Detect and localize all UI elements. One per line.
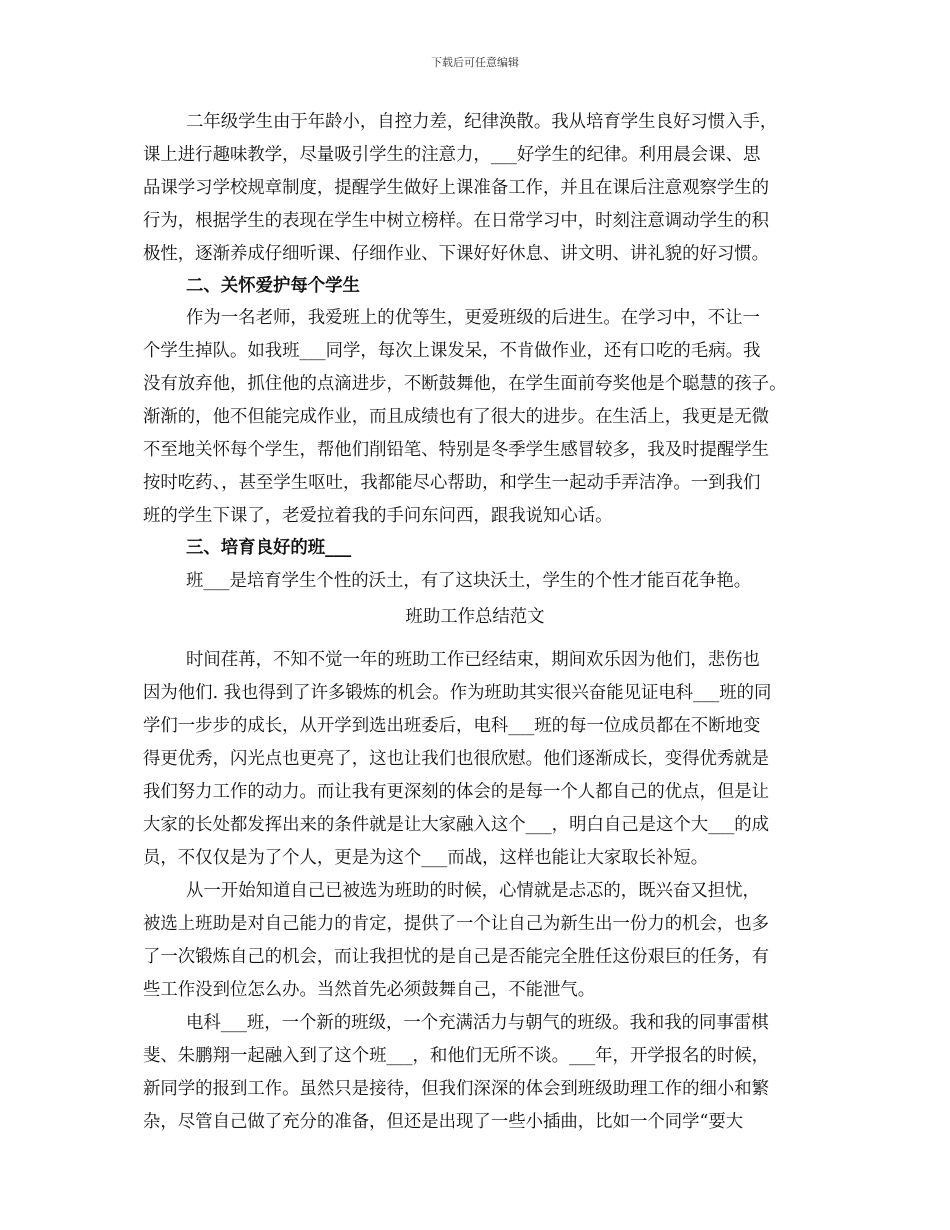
- paragraph-line: 我们努力工作的动力。而让我有更深刻的体会的是每一个人都自己的优点，但是让: [143, 782, 770, 802]
- article-title: 班助工作总结范文: [405, 607, 545, 627]
- paragraph-line: 学们一步步的成长，从开学到选出班委后，电科___班的每一位成员都在不断地变: [143, 716, 761, 736]
- paragraph-line: 新同学的报到工作。虽然只是接待，但我们深深的体会到班级助理工作的细小和繁: [143, 1079, 770, 1099]
- paragraph-line: 杂，尽管自己做了充分的准备，但还是出现了一些小插曲，比如一个同学“要大: [143, 1112, 744, 1132]
- paragraph-line: 班的学生下课了，老爱拉着我的手问东问西，跟我说知心话。: [143, 506, 613, 526]
- paragraph-line: 按时吃药、，甚至学生呕吐，我都能尽心帮助，和学生一起动手弄洁净。一到我们: [143, 473, 761, 493]
- paragraph-line: 极性，逐渐养成仔细听课、仔细作业、下课好好休息、讲文明、讲礼貌的好习惯。: [143, 244, 770, 264]
- paragraph-line: 没有放弃他，抓住他的点滴进步，不断鼓舞他，在学生面前夸奖他是个聪慧的孩子。: [143, 374, 787, 394]
- page-header: 下载后可任意编辑: [431, 56, 519, 69]
- paragraph-line: 大家的长处都发挥出来的条件就是让大家融入这个___，明白自己是这个大___的成: [143, 815, 770, 835]
- paragraph-line: 课上进行趣味教学，尽量吸引学生的注意力，___好学生的纪律。利用晨会课、思: [143, 145, 761, 165]
- paragraph-line: 得更优秀，闪光点也更亮了，这也让我们也很欣慰。他们逐渐成长，变得优秀就是: [143, 749, 770, 769]
- section-heading: 三、培育良好的班___: [186, 538, 352, 558]
- paragraph-line: 电科___班，一个新的班级，一个充满活力与朝气的班级。我和我的同事雷棋: [186, 1013, 769, 1033]
- paragraph-line: 不至地关怀每个学生，帮他们削铅笔、特别是冬季学生感冒较多，我及时提醒学生: [143, 440, 770, 460]
- paragraph-line: 二年级学生由于年龄小，自控力差，纪律涣散。我从培育学生良好习惯入手，: [186, 112, 778, 132]
- paragraph-line: 行为，根据学生的表现在学生中树立榜样。在日常学习中，时刻注意调动学生的积: [143, 211, 770, 231]
- paragraph-line: 了一次锻炼自己的机会，而让我担忧的是自己是否能完全胜任这份艰巨的任务，有: [143, 947, 770, 967]
- paragraph-line: 从一开始知道自己已被选为班助的时候，心情就是忐忑的，既兴奋又担忧，: [186, 881, 760, 901]
- paragraph-line: 被选上班助是对自己能力的肯定，提供了一个让自己为新生出一份力的机会，也多: [143, 914, 770, 934]
- paragraph-line: 员，不仅仅是为了个人，更是为这个___而战，这样也能让大家取长补短。: [143, 848, 709, 868]
- paragraph-line: 时间荏苒，不知不觉一年的班助工作已经结束，期间欢乐因为他们，悲伤也: [186, 650, 760, 670]
- paragraph-line: 渐渐的，他不但能完成作业，而且成绩也有了很大的进步。在生活上，我更是无微: [143, 407, 770, 427]
- paragraph-line: 品课学习学校规章制度，提醒学生做好上课准备工作，并且在课后注意观察学生的: [143, 178, 770, 198]
- paragraph-line: 班___是培育学生个性的沃土，有了这块沃土，学生的个性才能百花争艳。: [186, 571, 752, 591]
- section-heading: 二、关怀爱护每个学生: [186, 276, 360, 296]
- paragraph-line: 作为一名老师，我爱班上的优等生，更爱班级的后进生。在学习中，不让一: [186, 308, 760, 328]
- paragraph-line: 因为他们. 我也得到了许多锻炼的机会。作为班助其实很兴奋能见证电科___班的同: [143, 683, 772, 703]
- paragraph-line: 斐、朱鹏翔一起融入到了这个班___，和他们无所不谈。___年，开学报名的时候，: [143, 1046, 770, 1066]
- paragraph-line: 个学生掉队。如我班___同学，每次上课发呆，不肯做作业，还有口吃的毛病。我: [143, 341, 761, 361]
- paragraph-line: 些工作没到位怎么办。当然首先必须鼓舞自己，不能泄气。: [143, 980, 596, 1000]
